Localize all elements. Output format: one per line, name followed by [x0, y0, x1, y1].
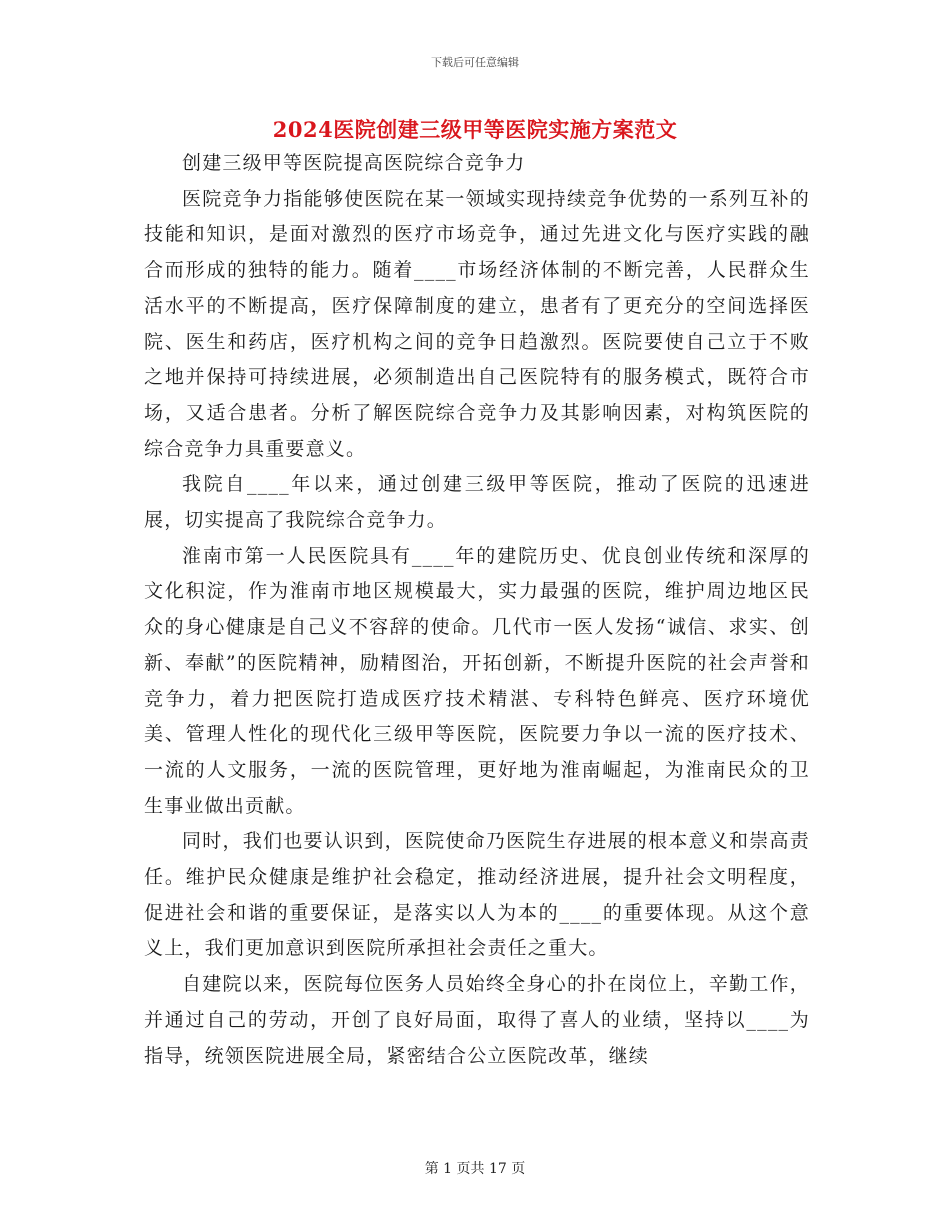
paragraph-5: 自建院以来，医院每位医务人员始终全身心的扑在岗位上，辛勤工作，并通过自己的劳动，开创了良好局面，取得了喜人的业绩，坚持以____为指导，统领医院进展全局，紧密结合公立医院改革，继续 — [144, 973, 810, 1067]
document-body — [144, 146, 810, 1074]
page-footer: 第 1 页共 17 页 — [424, 1161, 526, 1177]
paragraph-4: 同时，我们也要认识到，医院使命乃医院生存进展的根本意义和崇高责任。维护民众健康是维护社会稳定，推动经济进展，提升社会文明程度，促进社会和谐的重要保证，是落实以人为本的____的重要体现。从这个意义上，我们更加意识到医院所承担社会责任之重大。 — [144, 830, 810, 960]
page-header: 下载后可任意编辑 — [431, 56, 519, 69]
paragraph-3: 淮南市第一人民医院具有____年的建院历史、优良创业传统和深厚的文化积淀，作为淮南市地区规模最大，实力最强的医院，维护周边地区民众的身心健康是自己义不容辞的使命。几代市一医人发扬“诚信、求实、创新、奉献”的医院精神，励精图治，开拓创新，不断提升医院的社会声誉和竞争力，着力把医院打造成医疗技术精湛、专科特色鲜亮、医疗环境优美、管理人性化的现代化三级甲等医院，医院要力争以一流的医疗技术、一流的人文服务，一流的医院管理，更好地为淮南崛起，为淮南民众的卫生事业做出贡献。 — [144, 544, 810, 817]
document-subtitle: 创建三级甲等医院提高医院综合竞争力 — [182, 152, 526, 174]
paragraph-2: 我院自____年以来，通过创建三级甲等医院，推动了医院的迅速进展，切实提高了我院综合竞争力。 — [144, 473, 810, 532]
paragraph-1: 医院竞争力指能够使医院在某一领域实现持续竞争优势的一系列互补的技能和知识，是面对激烈的医疗市场竞争，通过先进文化与医疗实践的融合而形成的独特的能力。随着____市场经济体制的不断完善，人民群众生活水平的不断提高，医疗保障制度的建立，患者有了更充分的空间选择医院、医生和药店，医疗机构之间的竞争日趋激烈。医院要使自己立于不败之地并保持可持续进展，必须制造出自己医院特有的服务模式，既符合市场，又适合患者。分析了解医院综合竞争力及其影响因素，对构筑医院的综合竞争力具重要意义。 — [144, 187, 810, 460]
document-title: 2024医院创建三级甲等医院实施方案范文 — [272, 117, 678, 142]
